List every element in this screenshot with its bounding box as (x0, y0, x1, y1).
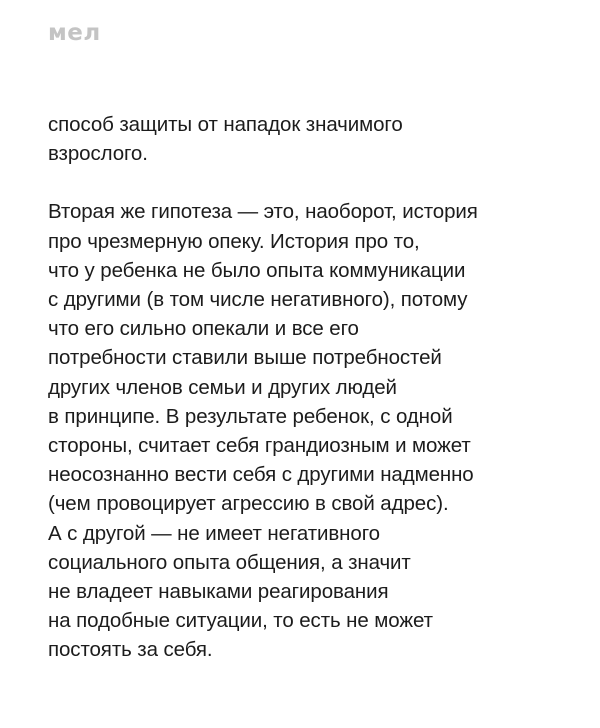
text-line: социального опыта общения, а значит (48, 550, 411, 574)
text-line: стороны, считает себя грандиозным и может (48, 434, 471, 458)
text-line: взрослого. (48, 142, 148, 166)
text-line: что у ребенка не было опыта коммуникации (48, 258, 466, 282)
text-line: (чем провоцирует агрессию в свой адрес). (48, 492, 449, 516)
text-line: Вторая же гипотеза — это, наоборот, история (48, 200, 478, 224)
paragraph-1 (48, 110, 578, 168)
text-line: в принципе. В результате ребенок, с одной (48, 404, 453, 428)
text-line: про чрезмерную опеку. История про то, (48, 229, 420, 253)
text-line: что его сильно опекали и все его (48, 317, 359, 341)
text-line: с другими (в том числе негативного), потому (48, 288, 468, 312)
text-line: постоять за себя. (48, 638, 213, 662)
paragraph-2 (48, 197, 578, 664)
text-line: не владеет навыками реагирования (48, 580, 389, 604)
text-line: способ защиты от нападок значимого (48, 113, 403, 136)
text-line: неосознанно вести себя с другими надменно (48, 463, 474, 487)
text-line: других членов семьи и других людей (48, 375, 397, 399)
text-line: на подобные ситуации, то есть не может (48, 609, 433, 633)
mel-logo: мел (48, 20, 101, 46)
text-line: А с другой — не имеет негативного (48, 521, 380, 545)
article-body (48, 110, 578, 665)
text-line: потребности ставили выше потребностей (48, 346, 442, 370)
